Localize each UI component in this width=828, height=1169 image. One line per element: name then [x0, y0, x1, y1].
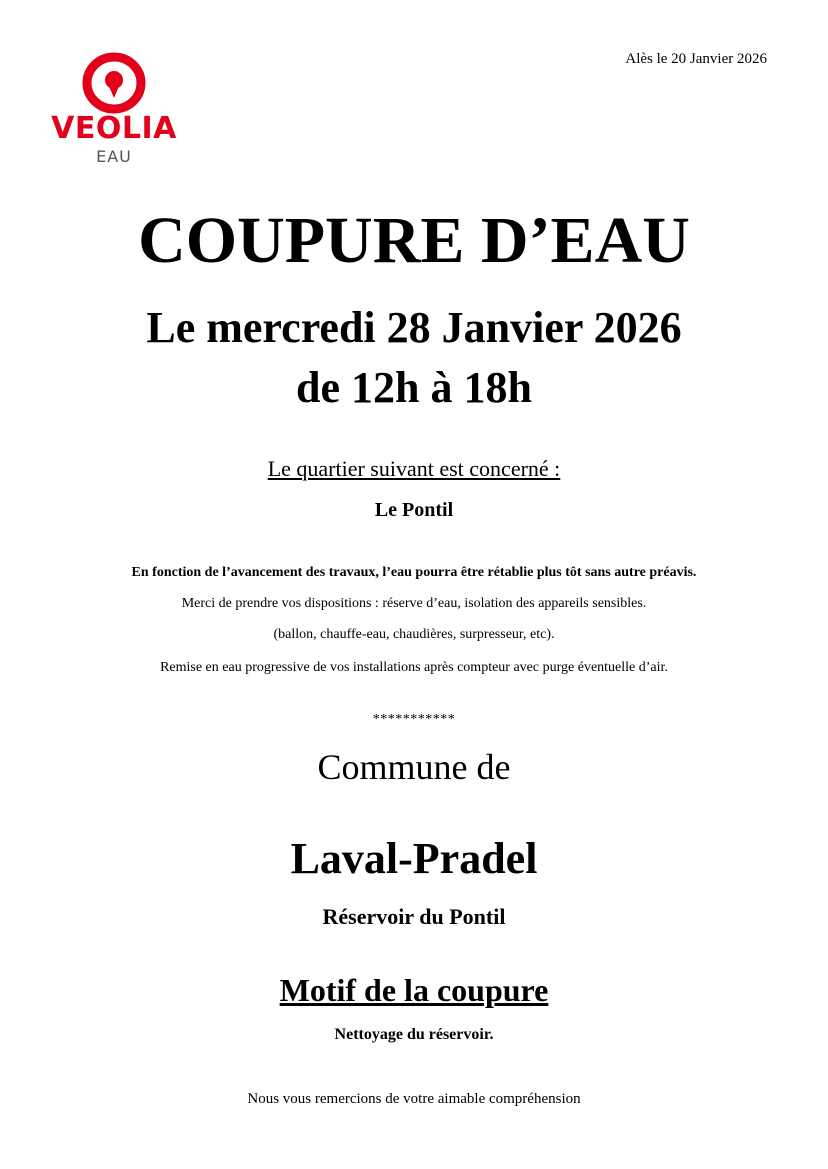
reason-title: Motif de la coupure: [279, 972, 549, 1008]
reconnection-note: Remise en eau progressive de vos installations après compteur avec purge éventuelle d’air.: [160, 660, 668, 675]
restoration-note: En fonction de l’avancement des travaux, l’eau pourra être rétablie plus tôt sans autre préavis.: [131, 565, 697, 580]
document-date: Alès le 20 Janvier 2026: [625, 51, 767, 67]
district-name: Le Pontil: [374, 499, 454, 521]
logo-brand-text: VEOLIA: [51, 111, 177, 146]
district-label: Le quartier suivant est concerné :: [267, 456, 561, 481]
outage-time: de 12h à 18h: [296, 363, 532, 412]
page-title: COUPURE D’EAU: [138, 204, 690, 277]
reservoir-name: Réservoir du Pontil: [322, 904, 506, 929]
commune-name: Laval-Pradel: [290, 834, 538, 883]
thanks-note: Nous vous remercions de votre aimable compréhension: [247, 1091, 581, 1107]
commune-label: Commune de: [317, 747, 511, 787]
appliances-note: (ballon, chauffe-eau, chaudières, surpresseur, etc).: [273, 627, 555, 642]
logo-sub-text: EAU: [96, 147, 132, 166]
outage-date: Le mercredi 28 Janvier 2026: [146, 303, 682, 352]
veolia-logo: [30, 50, 198, 168]
precaution-note: Merci de prendre vos dispositions : réserve d’eau, isolation des appareils sensibles.: [181, 596, 647, 611]
reason-text: Nettoyage du réservoir.: [334, 1026, 494, 1043]
separator: ***********: [372, 712, 456, 727]
veolia-logo-icon: [82, 52, 146, 114]
